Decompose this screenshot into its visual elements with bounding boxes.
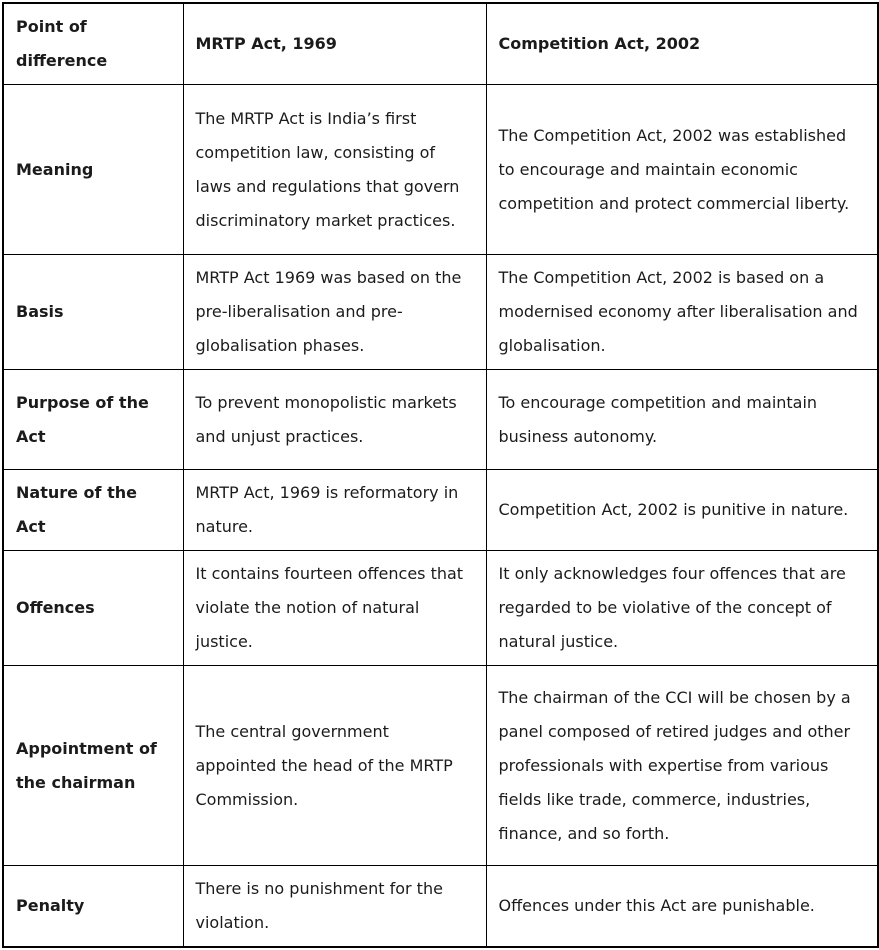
row-label-penalty: Penalty (3, 866, 183, 948)
table-row-meaning (3, 85, 878, 255)
row-label-nature: Nature of the Act (3, 470, 183, 551)
header-competition-act: Competition Act, 2002 (486, 3, 878, 85)
purpose-mrtp-cell: To prevent monopolistic markets and unjust practices. (183, 370, 486, 470)
table-row-basis (3, 255, 878, 370)
offences-mrtp-cell: It contains fourteen offences that violate the notion of natural justice. (183, 551, 486, 666)
appointment-competition-cell: The chairman of the CCI will be chosen by a panel composed of retired judges and other professionals with expertise from various fields like trade, commerce, industries, finance, and so forth. (486, 666, 878, 866)
offences-competition-cell: It only acknowledges four offences that are regarded to be violative of the concept of natural justice. (486, 551, 878, 666)
row-label-meaning: Meaning (3, 85, 183, 255)
nature-mrtp-cell: MRTP Act, 1969 is reformatory in nature. (183, 470, 486, 551)
table-row-offences (3, 551, 878, 666)
purpose-competition-cell: To encourage competition and maintain business autonomy. (486, 370, 878, 470)
acts-comparison-table (2, 2, 879, 948)
table-header-row (3, 3, 878, 85)
table-row-appointment (3, 666, 878, 866)
header-point-of-difference: Point of difference (3, 3, 183, 85)
penalty-competition-cell: Offences under this Act are punishable. (486, 866, 878, 948)
meaning-mrtp-cell: The MRTP Act is India’s first competition law, consisting of laws and regulations that govern discriminatory market practices. (183, 85, 486, 255)
row-label-basis: Basis (3, 255, 183, 370)
meaning-competition-cell: The Competition Act, 2002 was established to encourage and maintain economic competition and protect commercial liberty. (486, 85, 878, 255)
appointment-mrtp-cell: The central government appointed the head of the MRTP Commission. (183, 666, 486, 866)
row-label-purpose: Purpose of the Act (3, 370, 183, 470)
basis-mrtp-cell: MRTP Act 1969 was based on the pre-liberalisation and pre-globalisation phases. (183, 255, 486, 370)
row-label-appointment: Appointment of the chairman (3, 666, 183, 866)
penalty-mrtp-cell: There is no punishment for the violation. (183, 866, 486, 948)
header-mrtp-act: MRTP Act, 1969 (183, 3, 486, 85)
basis-competition-cell: The Competition Act, 2002 is based on a modernised economy after liberalisation and globalisation. (486, 255, 878, 370)
table-row-purpose (3, 370, 878, 470)
row-label-offences: Offences (3, 551, 183, 666)
table-row-nature (3, 470, 878, 551)
table-row-penalty (3, 866, 878, 948)
nature-competition-cell: Competition Act, 2002 is punitive in nature. (486, 470, 878, 551)
